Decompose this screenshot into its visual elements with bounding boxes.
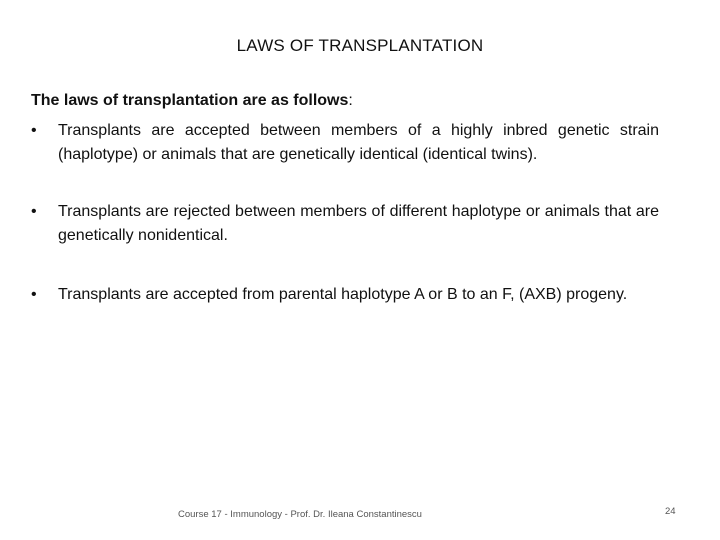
bullet-item xyxy=(31,119,659,167)
bullet-text: Transplants are accepted between members of a highly inbred genetic strain (haplotype) or animals that are genetically identical (identical twins). xyxy=(58,122,659,163)
slide-title: LAWS OF TRANSPLANTATION xyxy=(236,36,484,55)
bullet-symbol: • xyxy=(31,122,37,139)
bullet-text: Transplants are accepted from parental haplotype A or B to an F, (AXB) progeny. xyxy=(58,286,628,303)
bullet-item xyxy=(31,200,659,248)
bullet-item xyxy=(31,283,659,307)
bullet-symbol: • xyxy=(31,286,37,303)
intro-text: The laws of transplantation are as follows xyxy=(31,92,349,109)
page-number: 24 xyxy=(665,506,676,517)
intro-line xyxy=(31,92,353,110)
bullet-symbol: • xyxy=(31,203,37,220)
intro-colon: : xyxy=(348,92,353,109)
footer-text: Course 17 - Immunology - Prof. Dr. Ileana Constantinescu xyxy=(178,509,422,520)
bullet-text: Transplants are rejected between members of different haplotype or animals that are genetically nonidentical. xyxy=(58,203,659,244)
